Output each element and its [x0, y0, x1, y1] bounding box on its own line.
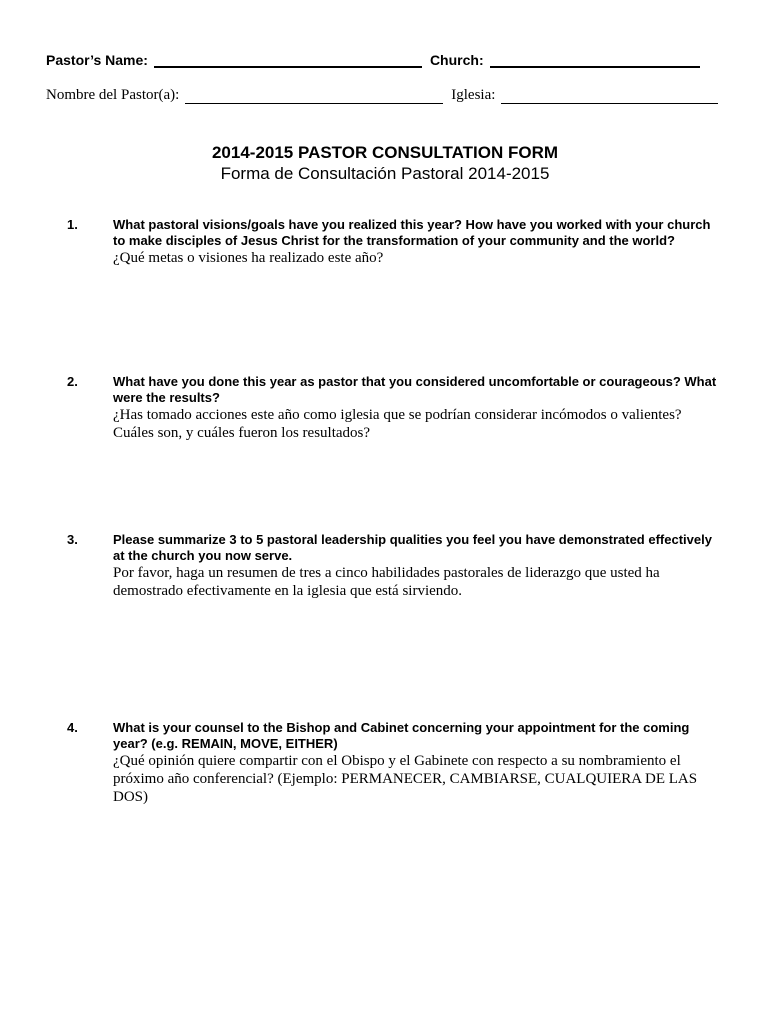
question-number: 3.	[67, 532, 78, 547]
question-text-spanish: ¿Qué metas o visiones ha realizado este año?	[113, 250, 384, 266]
church-label-es: Iglesia:	[451, 87, 496, 103]
pastor-name-label: Pastor’s Name:	[46, 52, 148, 68]
question-text-english: What have you done this year as pastor that you considered uncomfortable or courageous? What were the results?	[113, 374, 717, 405]
pastor-name-label-es: Nombre del Pastor(a):	[46, 87, 180, 103]
header-spanish-row	[46, 82, 718, 104]
form-title: 2014-2015 PASTOR CONSULTATION FORM	[211, 143, 559, 162]
question-number: 1.	[67, 217, 78, 232]
question-text-spanish: ¿Qué opinión quiere compartir con el Obispo y el Gabinete con respecto a su nombramiento el próximo año conferencial? (Ejemplo: PERMANECER, CAMBIARSE, CUALQUIERA DE LAS DOS)	[113, 753, 698, 805]
pastor-name-field-es[interactable]	[185, 86, 443, 104]
church-label: Church:	[429, 52, 484, 68]
form-subtitle: Forma de Consultación Pastoral 2014-2015	[220, 164, 550, 183]
church-field-es[interactable]	[501, 86, 718, 104]
pastor-name-field[interactable]	[154, 49, 422, 68]
question-text-english: What pastoral visions/goals have you realized this year? How have you worked with your church to make disciples of Jesus Christ for the transformation of your community and the world?	[113, 217, 711, 248]
question-text-spanish: ¿Has tomado acciones este año como iglesia que se podrían considerar incómodos o valientes? Cuáles son, y cuáles fueron los resultados?	[113, 407, 682, 441]
question-number: 2.	[67, 374, 78, 389]
header-english-row	[46, 46, 718, 68]
question-text-english: Please summarize 3 to 5 pastoral leadership qualities you feel you have demonstrated effectively at the church you now serve.	[113, 532, 712, 563]
question-text-spanish: Por favor, haga un resumen de tres a cinco habilidades pastorales de liderazgo que usted ha demostrado efectivamente en la iglesia que está sirviendo.	[113, 565, 660, 599]
question-number: 4.	[67, 720, 78, 735]
question-text-english: What is your counsel to the Bishop and Cabinet concerning your appointment for the coming year? (e.g. REMAIN, MOVE, EITHER)	[113, 720, 690, 751]
church-field[interactable]	[490, 49, 700, 68]
